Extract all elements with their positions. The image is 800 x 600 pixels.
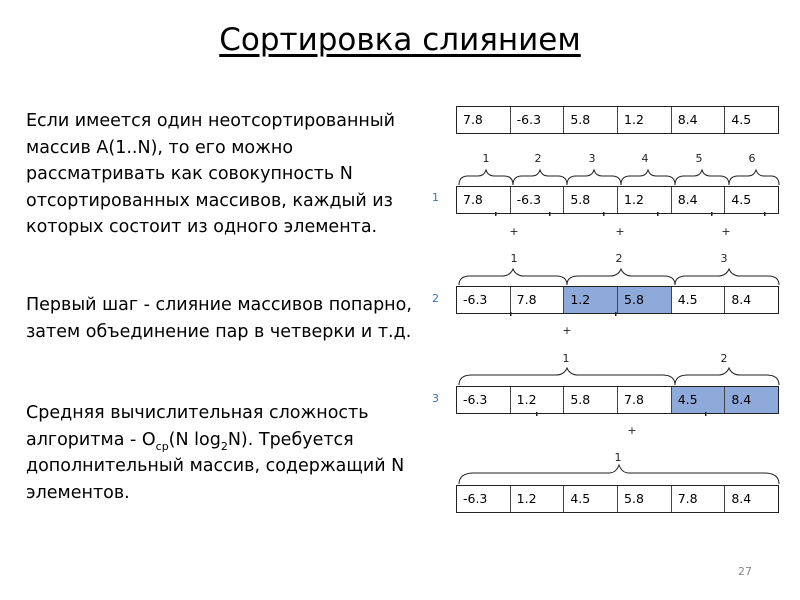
paragraph-first-step: Первый шаг - слияние массивов попарно, затем объединение пар в четверки и т.д. [26,295,412,342]
group-number: 3 [588,152,596,165]
array-cell: 1.2 [617,107,671,133]
merge-brace [621,170,675,185]
array-cell: -6.3 [510,187,564,213]
merge-brace [459,170,513,185]
group-number: 6 [748,152,756,165]
complexity-text-b: (N log [168,429,221,450]
array-cell: 5.8 [617,486,671,512]
paragraph-complexity [26,400,426,506]
merge-brace [513,170,567,185]
initial-array [456,106,779,134]
array-cell: -6.3 [463,392,488,407]
array-cell: -6.3 [463,292,488,307]
array-cell: 8.4 [671,187,725,213]
array-cell: 1.2 [510,387,564,413]
array-cell: 8.4 [671,107,725,133]
complexity-text-a: Средняя вычислительная сложность алгоритма - O [26,403,369,450]
step-label: 2 [432,292,439,305]
array-cell-highlighted: 8.4 [724,387,778,413]
step2-array [456,286,779,314]
array-cell: 5.8 [563,107,617,133]
plus-sign: + [615,225,625,238]
group-number: 1 [614,451,622,464]
merge-brace [567,170,621,185]
merge-brace [729,170,779,185]
plus-sign: + [509,225,519,238]
slide-title: Сортировка слиянием [219,22,581,58]
page-number: 27 [738,565,752,578]
complexity-sub-cp: cp [155,439,169,453]
group-number: 2 [615,252,623,265]
array-cell: 5.8 [563,187,617,213]
step-label: 1 [432,191,439,204]
group-number: 1 [510,252,518,265]
step-label: 3 [432,392,439,405]
array-cell: 5.8 [563,387,617,413]
complexity-text-c: N). Требуется дополнительный массив, содержащий N элементов. [26,429,405,503]
group-number: 1 [562,352,570,365]
array-cell: 4.5 [724,107,778,133]
array-cell-highlighted: 4.5 [671,387,725,413]
step3-array [456,386,779,414]
plus-sign: + [562,324,572,337]
array-cell: 4.5 [724,187,778,213]
paragraph-intro: Если имеется один неотсортированный массив A(1..N), то его можно рассматривать как совокупность N отсортированных массивов, каждый из которых состоит из одного элемента. [26,111,396,237]
merge-brace [459,368,675,385]
merge-brace [675,269,779,285]
array-cell: 4.5 [671,287,725,313]
plus-sign: + [721,225,731,238]
array-cell-highlighted: 1.2 [563,287,617,313]
array-cell: 8.4 [724,287,778,313]
array-cell: 8.4 [724,486,778,512]
merge-brace [675,368,779,385]
merge-brace [675,170,729,185]
array-cell: 7.8 [463,192,483,207]
array-cell: 7.8 [463,112,483,127]
group-number: 5 [695,152,703,165]
merge-brace [567,269,675,285]
array-cell: 4.5 [563,486,617,512]
group-number: 3 [720,252,728,265]
group-number: 4 [641,152,649,165]
merge-brace [459,465,779,484]
plus-sign: + [627,424,637,437]
array-cell: 1.2 [617,187,671,213]
array-cell: 1.2 [510,486,564,512]
array-cell-highlighted: 5.8 [617,287,671,313]
step1-array [456,186,779,214]
array-cell: 7.8 [617,387,671,413]
array-cell: 7.8 [510,287,564,313]
complexity-sub-2: 2 [220,439,228,453]
merge-brace [459,269,567,285]
array-cell: 7.8 [671,486,725,512]
group-number: 2 [720,352,728,365]
group-number: 2 [534,152,542,165]
array-cell: -6.3 [463,491,488,506]
final-array [456,485,779,513]
array-cell: -6.3 [510,107,564,133]
group-number: 1 [482,152,490,165]
